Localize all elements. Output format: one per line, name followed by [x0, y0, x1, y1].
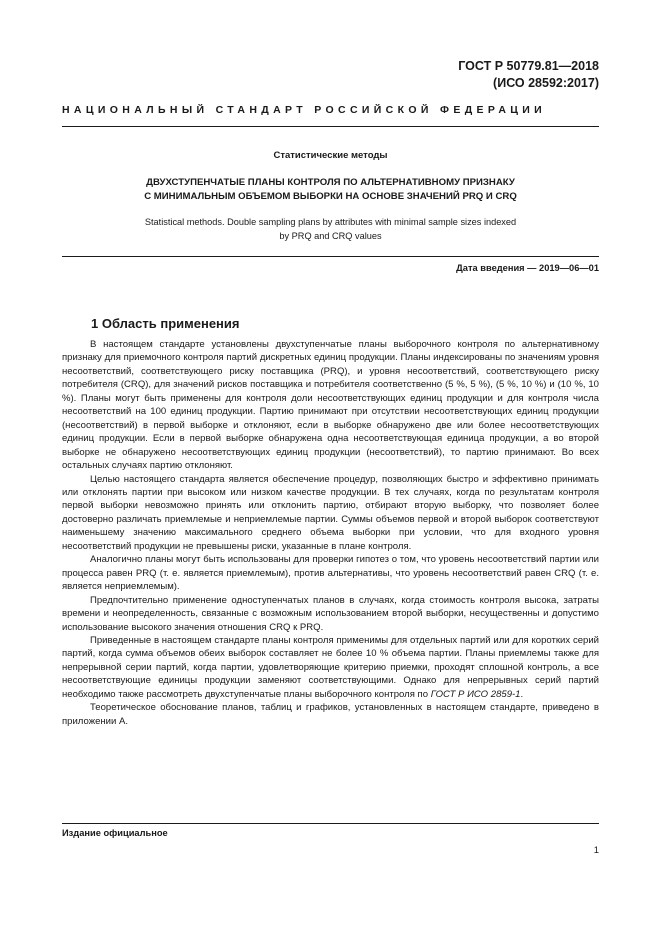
title-russian: [62, 176, 599, 204]
section-body: [62, 338, 599, 728]
standard-designation: [458, 58, 599, 92]
paragraph: Предпочтительно применение одноступенчатых планов в случаях, когда стоимость контроля высока, затраты времени и неопределенность, связанные с возможным использованием второй выборки, несущественны и допустимо использование высокого значения отношения CRQ к PRQ.: [62, 594, 599, 633]
paragraph: Целью настоящего стандарта является обеспечение процедур, позволяющих быстро и эффективно принимать или отклонять партии при высоком или низком качестве продукции. В тех случаях, когда по результатам контроля первой выборки невозможно принять или отклонить партию, отбирают вторую выборку, что позволяет более достоверно различать приемлемые и неприемлемые партии. Суммы объемов первой и второй выборок соответствуют наименьшему значению максимального среднего объема выборки при условии, что для входного уровня несоответствий продукции не превышены риски, указанные в плане контроля.: [62, 473, 599, 552]
paragraph: В настоящем стандарте установлены двухступенчатые планы выборочного контроля по альтернативному признаку для приемочного контроля партий дискретных единиц продукции. Планы индексированы по значениям уровня несоответствий, соответствующего риску поставщика (PRQ), и уровня несоответствий, соответствующего риску потребителя (CRQ), для значений рисков поставщика и потребителя соответственно (5 %, 5 %), (5 %, 10 %) и (10 %, 10 %). Планы могут быть применены для контроля доли несоответствующих единиц продукции и для контроля числа несоответствий на 100 единиц продукции. Партию принимают при отсутствии несоответствующих единиц продукции (несоответствий) в первой выборке и отклоняют, если в выборке обнаружено две или более несоответствующих единиц продукции. Если в первой выборке обнаружена одна несоответствующая единица продукции, а во второй выборке не обнаружено несоответствующих единиц продукции (несоответствий), то партию принимают. Во всех остальных случаях партию отклоняют.: [62, 339, 599, 472]
top-divider: [62, 126, 599, 127]
title-russian-line-1: ДВУХСТУПЕНЧАТЫЕ ПЛАНЫ КОНТРОЛЯ ПО АЛЬТЕРНАТИВНОМУ ПРИЗНАКУ: [146, 177, 515, 188]
title-english-line-1: Statistical methods. Double sampling plans by attributes with minimal sample sizes indexed: [144, 217, 517, 227]
paragraph: Теоретическое обоснование планов, таблиц и графиков, установленных в настоящем стандарте, приведено в приложении А.: [62, 702, 599, 727]
section-heading: 1 Область применения: [91, 316, 240, 331]
page-number: 1: [593, 845, 599, 856]
introduction-date: Дата введения — 2019—06—01: [456, 263, 599, 273]
standard-reference: ГОСТ Р ИСО 2859-1: [430, 688, 521, 700]
title-english-line-2: by PRQ and CRQ values: [279, 230, 382, 241]
reference-suffix: .: [520, 688, 524, 700]
paragraph: Аналогично планы могут быть использованы для проверки гипотез о том, что уровень несоответствий партии или процесса равен PRQ (т. е. является приемлемым), против альтернативы, что уровень несоответствий равен CRQ (т. е. является неприемлемым).: [62, 554, 599, 593]
standard-number: ГОСТ Р 50779.81—2018: [458, 59, 599, 73]
official-edition-label: Издание официальное: [62, 828, 168, 838]
title-divider: [62, 256, 599, 257]
paragraph: [62, 634, 599, 701]
title-english: [62, 216, 599, 243]
iso-number: (ИСО 28592:2017): [493, 76, 599, 90]
footer-divider: [62, 823, 599, 824]
title-russian-line-2: С МИНИМАЛЬНЫМ ОБЪЕМОМ ВЫБОРКИ НА ОСНОВЕ ЗНАЧЕНИЙ PRQ И CRQ: [144, 191, 517, 202]
series-title: Статистические методы: [273, 150, 388, 161]
paragraph-text: Приведенные в настоящем стандарте планы контроля применимы для отдельных партий или для коротких серий партий, когда сумма объемов обеих выборок составляет не более 10 % объема партии. Планы приемлемы также для непрерывной серии партий, когда партии, удовлетворяющие критерию приемки, проходят сплошной контроль, а все несоответствующие единицы продукции заменяют соответствующими. Однако для непрерывных серий партий необходимо также рассмотреть двухступенчатые планы выборочного контроля по: [62, 634, 599, 700]
national-standard-banner: НАЦИОНАЛЬНЫЙ СТАНДАРТ РОССИЙСКОЙ ФЕДЕРАЦИИ: [62, 104, 547, 116]
